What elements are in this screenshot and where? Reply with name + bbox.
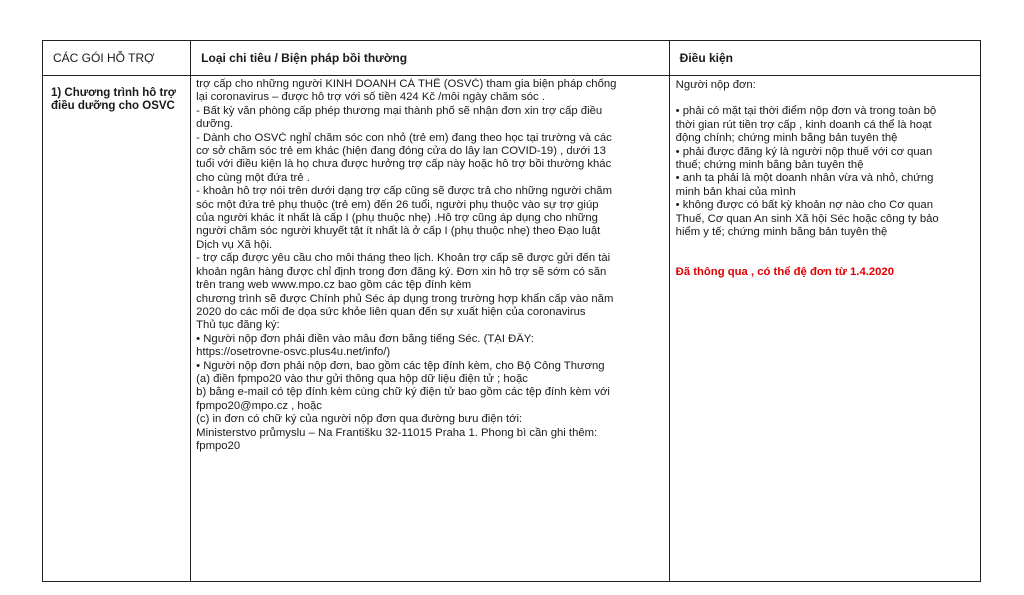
condition-item-line: thời gian rút tiền trợ cấp , kinh doanh cá thể là hoạt: [675, 118, 932, 131]
condition-item-line: • không được có bất kỳ khoản nợ nào cho Cơ quan: [675, 199, 933, 212]
measures-text-line: • Người nộp đơn phải điền vào mẫu đơn bằng tiếng Séc. (TẠI ĐÂY:: [196, 332, 534, 345]
condition-item-line: Thuế, Cơ quan An sinh Xã hội Séc hoặc công ty bảo: [675, 212, 939, 225]
measures-text-line: Ministerstvo průmyslu – Na Františku 32-11015 Praha 1. Phong bì cần ghi thêm:: [196, 426, 598, 439]
measures-text-line: https://osetrovne-osvc.plus4u.net/info/): [196, 346, 391, 359]
measures-text-line: • Người nộp đơn phải nộp đơn, bao gồm các tệp đính kèm, cho Bộ Công Thương: [196, 359, 605, 372]
header-support-packages: CÁC GÓI HỖ TRỢ: [43, 41, 191, 76]
condition-item-line: minh bản khai của mình: [675, 185, 796, 198]
measures-text-line: cơ sở chăm sóc trẻ em khác (hiện đang đóng cửa do lây lan COVID-19) , dưới 13: [196, 145, 606, 158]
measures-text-line: sóc một đứa trẻ phụ thuộc (trẻ em) đến 26 tuổi, người phụ thuộc vào sự trợ giúp: [196, 198, 599, 211]
support-packages-table: [42, 40, 981, 582]
condition-item-line: hiểm y tế; chứng minh bằng bản tuyên thệ: [675, 226, 888, 239]
measures-text-line: của người khác ít nhất là cấp I (phụ thuộc nhẹ) .Hỗ trợ cũng áp dụng cho những: [196, 212, 598, 225]
measures-text-line: 2020 do các mối đe dọa sức khỏe liên quan đến sự xuất hiện của coronavirus: [196, 305, 586, 318]
header-conditions: Điều kiện: [669, 41, 980, 76]
measures-text-line: trên trang web www.mpo.cz bao gồm các tệp đính kèm: [196, 279, 472, 292]
condition-item-line: • phải có mặt tại thời điểm nộp đơn và trong toàn bộ: [675, 105, 937, 118]
measures-text-line: dưỡng.: [196, 118, 234, 131]
measures-text-line: lại coronavirus – được hỗ trợ với số tiền 424 Kč /mỗi ngày chăm sóc .: [196, 91, 545, 104]
conditions-intro: Người nộp đơn:: [675, 79, 756, 91]
conditions-cell: [669, 76, 980, 582]
measures-text-line: khoản ngân hàng được chỉ định trong đơn đăng ký. Đơn xin hỗ trợ sẽ sớm có sẵn: [196, 265, 607, 278]
measures-text-line: Thủ tục đăng ký:: [196, 319, 280, 332]
measures-cell: [191, 76, 670, 582]
measures-text-line: b) bằng e-mail có tệp đính kèm cùng chữ ký điện tử bao gồm các tệp đính kèm với: [196, 386, 610, 399]
table-header-row: [43, 41, 981, 76]
measures-text-line: cho cùng một đứa trẻ .: [196, 171, 310, 184]
measures-text-line: - khoản hỗ trợ nói trên dưới dạng trợ cấp cũng sẽ được trả cho những người chăm: [196, 185, 612, 198]
measures-text-line: - Dành cho OSVČ nghỉ chăm sóc con nhỏ (trẻ em) đang theo học tại trường và các: [196, 131, 612, 144]
program-name-line: điều dưỡng cho OSVČ: [51, 100, 175, 112]
measures-text-line: người chăm sóc người khuyết tật ít nhất là ở cấp I (phụ thuộc nhẹ) theo Đạo luật: [196, 225, 601, 238]
measures-text-line: (a) điền fpmpo20 vào thư gửi thông qua hộp dữ liệu điện tử ; hoặc: [196, 372, 528, 385]
measures-text-line: chương trình sẽ được Chính phủ Séc áp dụng trong trường hợp khẩn cấp vào năm: [196, 292, 614, 305]
measures-text-line: - trợ cấp được yêu cầu cho mỗi tháng theo lịch. Khoản trợ cấp sẽ được gửi đến tài: [196, 252, 611, 265]
condition-item-line: thuế; chứng minh bằng bản tuyên thệ: [675, 159, 864, 172]
measures-text-line: tuổi với điều kiện là họ chưa được hưởng trợ cấp này hoặc hỗ trợ bồi thường khác: [196, 158, 612, 171]
measures-text-line: (c) in đơn có chữ ký của người nộp đơn qua đường bưu điện tới:: [196, 413, 523, 426]
measures-text-line: - Bất kỳ văn phòng cấp phép thương mại thành phố sẽ nhận đơn xin trợ cấp điều: [196, 104, 603, 117]
program-name-line: 1) Chương trình hỗ trợ: [51, 87, 176, 99]
measures-text-line: Dịch vụ Xã hội.: [196, 238, 273, 251]
measures-text-line: fpmpo20: [196, 439, 241, 452]
program-cell: [43, 76, 191, 582]
condition-item-line: • anh ta phải là một doanh nhân vừa và nhỏ, chứng: [675, 172, 934, 185]
header-measures: Loại chi tiêu / Biện pháp bồi thường: [191, 41, 670, 76]
measures-text-line: fpmpo20@mpo.cz , hoặc: [196, 399, 322, 412]
table-row: [43, 76, 981, 582]
approved-note: Đã thông qua , có thể đệ đơn từ 1.4.2020: [675, 266, 894, 279]
measures-text-line: trợ cấp cho những người KINH DOANH CÁ THỂ (OSVČ) tham gia biện pháp chống: [196, 78, 617, 90]
condition-item-line: động chính; chứng minh bằng bản tuyên thệ: [675, 132, 898, 145]
condition-item-line: • phải được đăng ký là người nộp thuế với cơ quan: [675, 145, 933, 158]
